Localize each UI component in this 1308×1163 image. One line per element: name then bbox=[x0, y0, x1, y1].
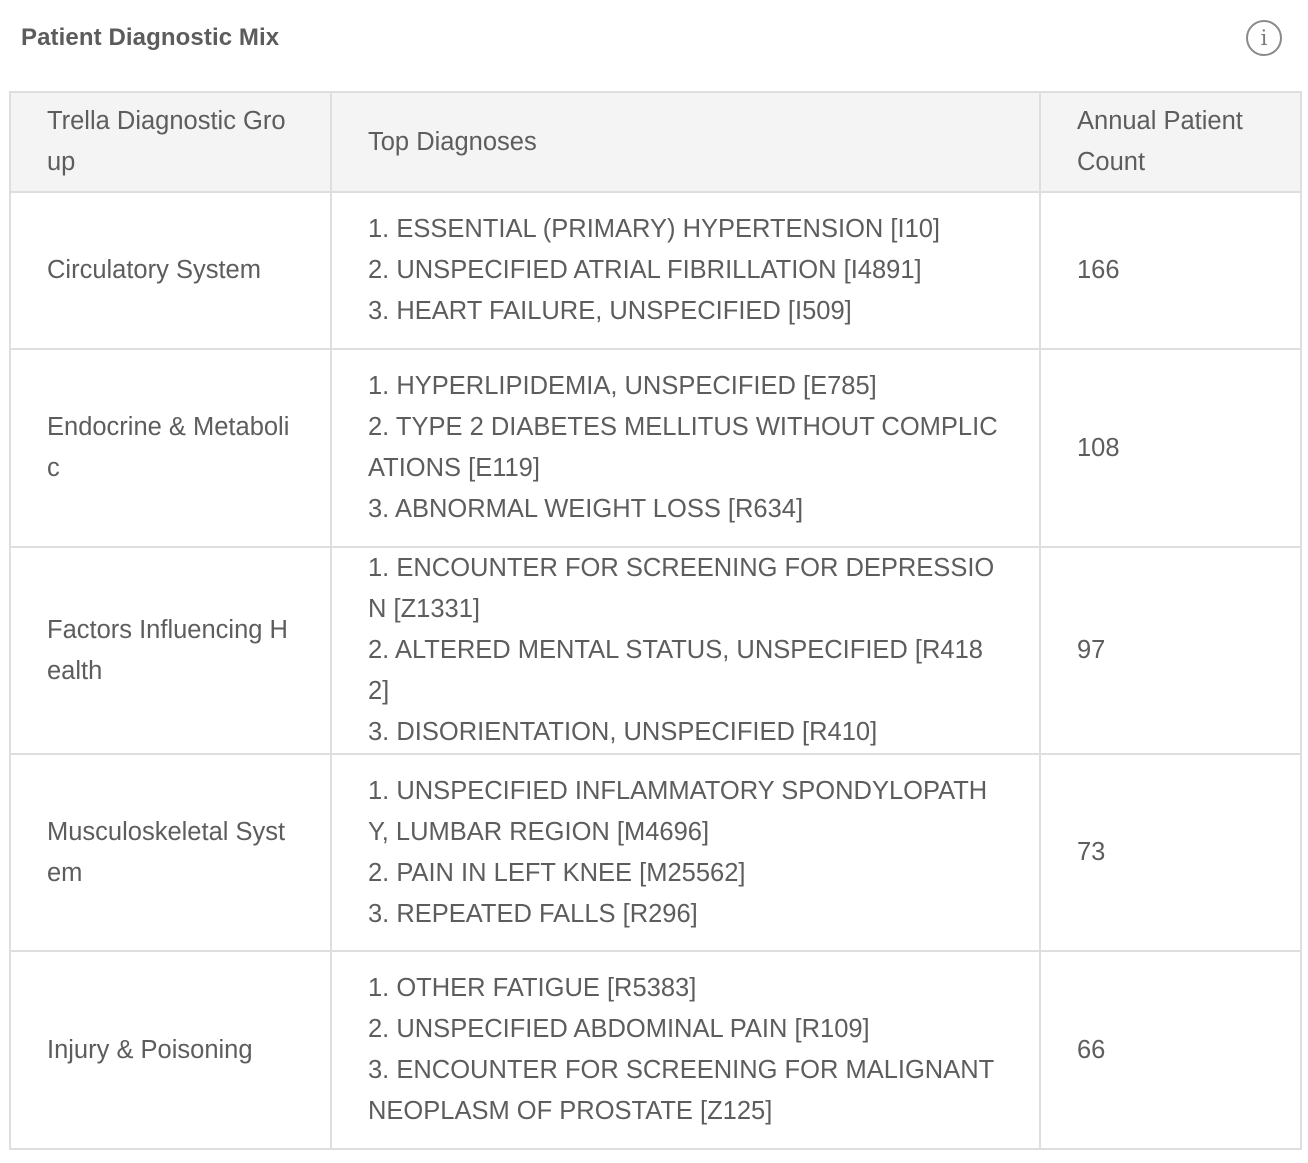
count-cell: 97 bbox=[1040, 547, 1301, 754]
diagnosis-item: 1. ENCOUNTER FOR SCREENING FOR DEPRESSION [Z1331] bbox=[368, 554, 995, 623]
table-row bbox=[10, 349, 1301, 547]
group-cell: Injury & Poisoning bbox=[10, 951, 331, 1149]
table-row bbox=[10, 547, 1301, 754]
diagnosis-item: 2. TYPE 2 DIABETES MELLITUS WITHOUT COMPLICATIONS [E119] bbox=[368, 413, 998, 482]
group-cell: Musculoskeletal System bbox=[10, 754, 331, 951]
diagnoses-cell bbox=[331, 547, 1040, 754]
diagnosis-item: 2. UNSPECIFIED ABDOMINAL PAIN [R109] bbox=[368, 1015, 870, 1043]
table-row bbox=[10, 754, 1301, 951]
diagnosis-item: 3. REPEATED FALLS [R296] bbox=[368, 899, 698, 928]
table-header-row bbox=[10, 92, 1301, 192]
table-row bbox=[10, 192, 1301, 349]
group-cell: Endocrine & Metabolic bbox=[10, 349, 331, 547]
diagnosis-item: 3. ENCOUNTER FOR SCREENING FOR MALIGNANT NEOPLASM OF PROSTATE [Z125] bbox=[368, 1056, 994, 1125]
diagnoses-cell bbox=[331, 349, 1040, 547]
diagnosis-item: 2. PAIN IN LEFT KNEE [M25562] bbox=[368, 858, 746, 887]
diagnosis-item: 1. UNSPECIFIED INFLAMMATORY SPONDYLOPATHY, LUMBAR REGION [M4696] bbox=[368, 776, 988, 846]
group-cell: Factors Influencing Health bbox=[10, 547, 331, 754]
diagnosis-item: 3. HEART FAILURE, UNSPECIFIED [I509] bbox=[368, 297, 852, 325]
diagnosis-item: 1. HYPERLIPIDEMIA, UNSPECIFIED [E785] bbox=[368, 372, 877, 400]
info-circle-icon: i bbox=[1260, 26, 1268, 50]
count-cell: 66 bbox=[1040, 951, 1301, 1149]
diagnoses-cell bbox=[331, 192, 1040, 349]
info-button[interactable] bbox=[1246, 20, 1282, 56]
column-header-count: Annual Patient Count bbox=[1040, 92, 1301, 192]
diagnosis-item: 2. UNSPECIFIED ATRIAL FIBRILLATION [I4891] bbox=[368, 256, 922, 284]
diagnoses-cell bbox=[331, 951, 1040, 1149]
column-header-diagnoses: Top Diagnoses bbox=[331, 92, 1040, 192]
diagnostic-mix-table bbox=[9, 91, 1302, 1150]
column-header-group: Trella Diagnostic Group bbox=[10, 92, 331, 192]
diagnosis-item: 2. ALTERED MENTAL STATUS, UNSPECIFIED [R4182] bbox=[368, 636, 983, 705]
count-cell: 166 bbox=[1040, 192, 1301, 349]
diagnosis-item: 1. OTHER FATIGUE [R5383] bbox=[368, 974, 697, 1002]
panel-header bbox=[0, 0, 1308, 80]
count-cell: 108 bbox=[1040, 349, 1301, 547]
group-cell: Circulatory System bbox=[10, 192, 331, 349]
count-cell: 73 bbox=[1040, 754, 1301, 951]
diagnosis-item: 3. ABNORMAL WEIGHT LOSS [R634] bbox=[368, 495, 804, 523]
table-row bbox=[10, 951, 1301, 1149]
diagnoses-cell bbox=[331, 754, 1040, 951]
diagnosis-item: 3. DISORIENTATION, UNSPECIFIED [R410] bbox=[368, 718, 878, 746]
diagnosis-item: 1. ESSENTIAL (PRIMARY) HYPERTENSION [I10] bbox=[368, 215, 941, 243]
page-title: Patient Diagnostic Mix bbox=[21, 24, 280, 51]
